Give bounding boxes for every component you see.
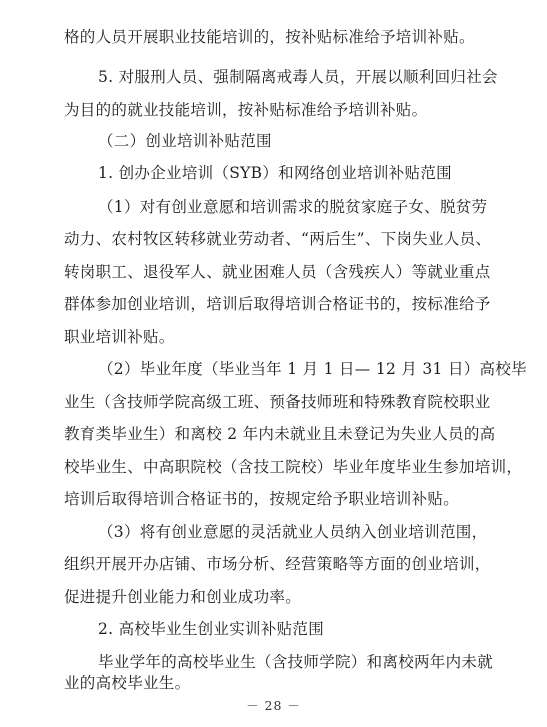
text-line: 群体参加创业培训，培训后取得培训合格证书的，按标准给予 — [64, 295, 491, 313]
subsection-heading: 1. 创办企业培训（SYB）和网络创业培训补贴范围 — [98, 164, 452, 182]
text-line: 职业培训补贴。 — [64, 328, 175, 346]
section-heading: （二）创业培训补贴范围 — [98, 132, 272, 150]
text-line: 培训后取得培训合格证书的，按规定给予职业培训补贴。 — [64, 490, 460, 508]
text-line: 格的人员开展职业技能培训的，按补贴标准给予培训补贴。 — [64, 28, 475, 46]
text-line: （2）毕业年度（毕业当年 1 月 1 日— 12 月 31 日）高校毕 — [98, 360, 527, 378]
text-line: 教育类毕业生）和离校 2 年内未就业且未登记为失业人员的高 — [64, 425, 496, 443]
text-line: 业生（含技师学院高级工班、预备技师班和特殊教育院校职业 — [64, 393, 491, 411]
text-line: （3）将有创业意愿的灵活就业人员纳入创业培训范围， — [98, 523, 488, 541]
text-line: 5. 对服刑人员、强制隔离戒毒人员，开展以顺利回归社会 — [98, 68, 498, 86]
page-number: － 28 － — [246, 698, 301, 713]
text-line: 业的高校毕业生。 — [64, 674, 191, 692]
text-line: 组织开展开办店铺、市场分析、经营策略等方面的创业培训， — [64, 555, 491, 573]
text-line: 促进提升创业能力和创业成功率。 — [64, 588, 302, 606]
text-line: 为目的的就业技能培训，按补贴标准给予培训补贴。 — [64, 101, 428, 119]
text-line: 校毕业生、中高职院校（含技工院校）毕业年度毕业生参加培训， — [64, 458, 523, 476]
text-line: 动力、农村牧区转移就业劳动者、“两后生”、下岗失业人员、 — [64, 230, 492, 248]
text-line: 毕业学年的高校毕业生（含技师学院）和离校两年内未就 — [98, 653, 494, 671]
subsection-heading: 2. 高校毕业生创业实训补贴范围 — [98, 620, 325, 638]
text-line: 转岗职工、退役军人、就业困难人员（含残疾人）等就业重点 — [64, 263, 491, 281]
text-line: （1）对有创业意愿和培训需求的脱贫家庭子女、脱贫劳 — [98, 198, 488, 216]
